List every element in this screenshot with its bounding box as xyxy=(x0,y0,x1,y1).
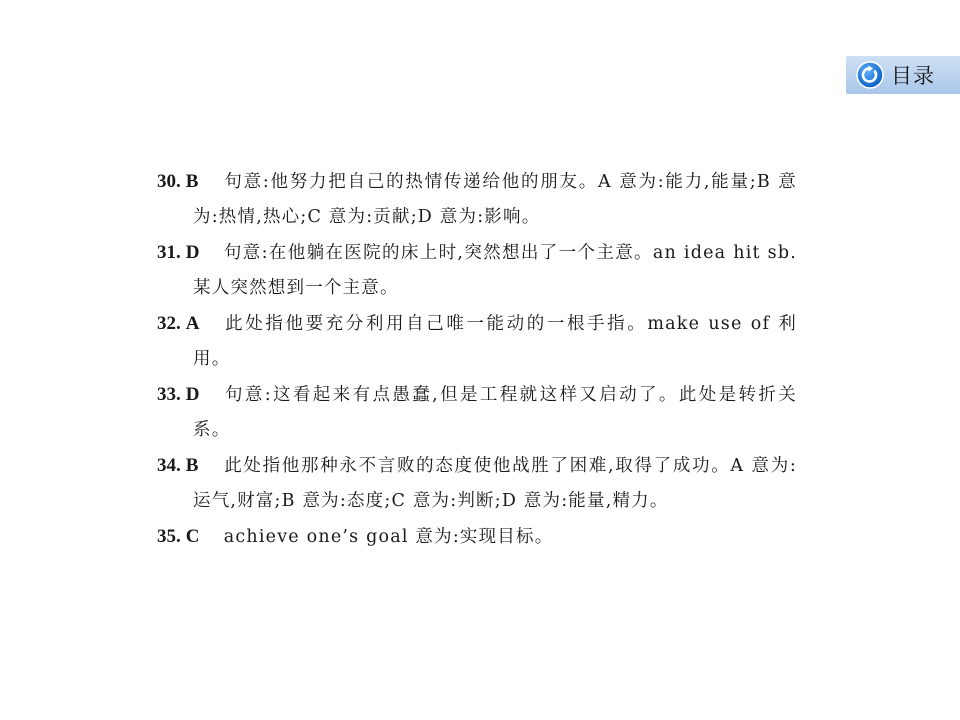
question-number: 31. xyxy=(157,242,181,263)
question-number: 34. xyxy=(157,455,181,476)
return-arrow-icon xyxy=(855,60,885,90)
answer-entry xyxy=(157,235,797,306)
answer-explanations xyxy=(157,164,797,555)
answer-entry xyxy=(157,448,797,519)
answer-letter: B xyxy=(185,171,200,192)
answer-letter: B xyxy=(185,455,200,476)
answer-letter: D xyxy=(185,384,201,405)
explanation-text: 句意:在他躺在医院的床上时,突然想出了一个主意。an idea hit sb. 某人突然想到一个主意。 xyxy=(193,243,797,298)
answer-entry xyxy=(157,519,797,555)
toc-label: 目录 xyxy=(891,64,935,88)
explanation-text: 此处指他要充分利用自己唯一能动的一根手指。make use of 利用。 xyxy=(193,314,797,369)
explanation-text: 此处指他那种永不言败的态度使他战胜了困难,取得了成功。A 意为:运气,财富;B 意为:态度;C 意为:判断;D 意为:能量,精力。 xyxy=(193,456,797,511)
explanation-text: 句意:他努力把自己的热情传递给他的朋友。A 意为:能力,能量;B 意为:热情,热心;C 意为:贡献;D 意为:影响。 xyxy=(193,172,797,227)
question-number: 35. xyxy=(157,526,181,547)
question-number: 33. xyxy=(157,384,181,405)
answer-letter: C xyxy=(185,526,201,547)
question-number: 32. xyxy=(157,313,181,334)
question-number: 30. xyxy=(157,171,181,192)
answer-entry xyxy=(157,377,797,448)
answer-entry xyxy=(157,164,797,235)
answer-entry xyxy=(157,306,797,377)
explanation-text: achieve one’s goal 意为:实现目标。 xyxy=(223,527,554,547)
answer-letter: A xyxy=(185,313,201,334)
explanation-text: 句意:这看起来有点愚蠢,但是工程就这样又启动了。此处是转折关系。 xyxy=(193,385,797,440)
answer-letter: D xyxy=(185,242,201,263)
toc-button[interactable] xyxy=(846,56,960,94)
